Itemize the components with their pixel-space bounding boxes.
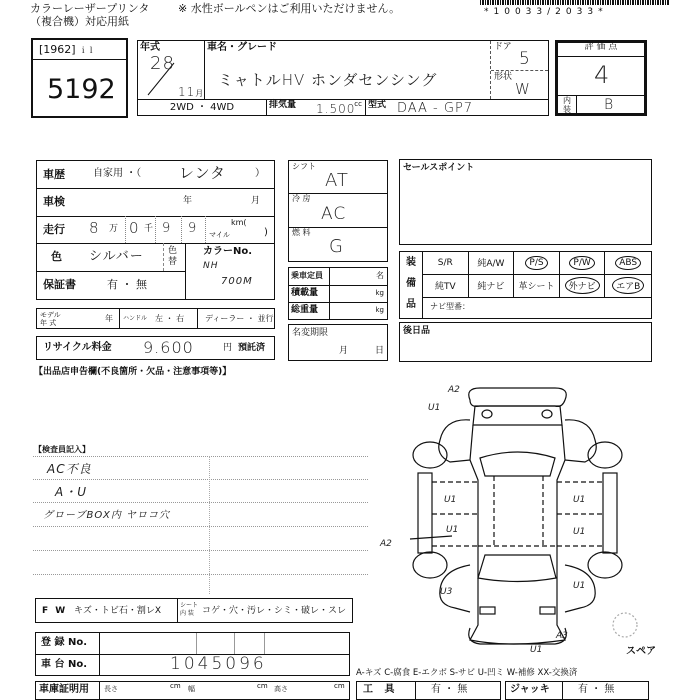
body-outline <box>470 425 565 644</box>
rear-window <box>480 452 555 476</box>
garage-sep <box>99 682 100 699</box>
jack-options[interactable]: 有 ・ 無 <box>578 684 615 695</box>
rear-light-left <box>482 410 492 418</box>
fw-options[interactable]: キズ・トビ石・割レX <box>74 606 161 616</box>
year-value: 28 <box>150 53 175 74</box>
equipment-item[interactable] <box>605 252 651 275</box>
seat-options[interactable]: コゲ・穴・汚レ・シミ・破レ・スレ <box>202 606 347 616</box>
name-change-day: 日 <box>374 346 384 356</box>
shift-ac-fuel-box <box>288 160 388 262</box>
mileage-unit-km: km( <box>231 218 247 227</box>
vehicle-box <box>137 40 549 116</box>
color-repaint <box>168 246 177 268</box>
mileage-sep-1 <box>125 216 126 243</box>
inspector-line-1 <box>33 456 368 457</box>
garage-label: 車庫証明用 <box>39 684 89 695</box>
color-code-cell <box>185 243 274 299</box>
passengers-row <box>289 268 387 286</box>
fw-seat-row <box>35 598 353 623</box>
registration-label: 登 録 No. <box>41 637 88 648</box>
inspection-year-unit: 年 <box>183 196 193 206</box>
load-row <box>289 285 387 303</box>
door-label: ドア <box>494 42 512 52</box>
door-shape-divider <box>491 70 548 71</box>
mileage-unit-mile: マイル <box>209 231 230 239</box>
warranty-label: 保証書 <box>43 278 76 291</box>
tire-front-right <box>588 552 622 578</box>
later-items-box <box>399 322 652 362</box>
equipment-item[interactable] <box>423 275 469 298</box>
mark-pointer-1 <box>410 536 452 539</box>
garage-height-label: 高さ <box>274 685 288 693</box>
printer-note-line2: （複合機）対応用紙 <box>30 15 129 28</box>
color-value: シルバー <box>89 249 144 264</box>
score-value: 4 <box>594 61 611 89</box>
handle-options[interactable]: 左 ・ 右 <box>155 314 185 323</box>
spare-tire <box>613 613 637 637</box>
history-value: レンタ <box>179 164 227 182</box>
seller-notes-label: 【出品店申告欄(不良箇所・欠品・注意事項等)】 <box>34 367 232 377</box>
model-year-label-2: 年 式 <box>40 319 57 327</box>
name-change-box <box>288 324 388 361</box>
rear-light-right <box>542 410 552 418</box>
handle-label: ハンドル <box>123 315 148 322</box>
equipment-label-3: 品 <box>406 299 416 310</box>
tire-rear-right <box>588 442 622 468</box>
lot-code-text: [1962] <box>39 43 76 56</box>
door-value: 5 <box>519 49 531 69</box>
lot-number: 5192 <box>47 74 116 105</box>
mark-front-left-fender: U3 <box>440 587 453 597</box>
printer-note <box>30 2 149 28</box>
interior-label-2: 装 <box>563 105 571 114</box>
inspector-note-3: グローブBOX内 ヤロコ穴 <box>43 510 170 521</box>
barcode <box>480 0 670 5</box>
equipment-item[interactable] <box>514 275 560 298</box>
equipment-item-label: 革シート <box>518 282 555 293</box>
model-year-sep-1 <box>119 309 120 328</box>
inspector-line-3 <box>33 502 368 503</box>
gross-label: 総重量 <box>291 305 319 315</box>
name-cell <box>204 41 490 99</box>
fw-sep <box>177 599 178 622</box>
equipment-item-label: ABS <box>615 256 641 270</box>
tools-options[interactable]: 有 ・ 無 <box>431 684 468 695</box>
equipment-item-label: 純A/W <box>477 259 505 270</box>
seat-label <box>180 602 198 618</box>
mark-right-rear-door: U1 <box>573 495 586 505</box>
recycle-value: 9.600 <box>143 338 194 357</box>
history-options: 自家用 ・（ <box>93 168 142 179</box>
equipment-item[interactable] <box>560 275 606 298</box>
equipment-item[interactable] <box>423 252 469 275</box>
shift-cell <box>289 161 387 194</box>
garage-width-label: 幅 <box>188 685 195 693</box>
seat-label-1: シート <box>180 602 199 609</box>
name-change-month: 月 <box>339 346 349 356</box>
shift-value: AT <box>325 170 349 191</box>
equipment-box <box>399 251 652 319</box>
color-repaint-1: 色 <box>168 246 178 256</box>
garage-height-unit: cm <box>334 682 345 690</box>
equipment-label-2: 備 <box>406 278 416 289</box>
jack-label: ジャッキ <box>510 684 550 695</box>
model-year-label <box>40 311 61 327</box>
color-repaint-2: 替 <box>168 257 178 267</box>
recycle-status: 預託済 <box>238 343 266 353</box>
passengers-label: 乗車定員 <box>291 271 323 280</box>
sales-point-label: セールスポイント <box>403 163 475 173</box>
inspector-divider <box>209 456 210 594</box>
chassis-label: 車 台 No. <box>41 659 88 670</box>
equipment-item-label: S/R <box>437 257 453 268</box>
registration-cell-3 <box>264 633 265 654</box>
drive-value: 2WD ・ 4WD <box>169 101 235 113</box>
load-unit: kg <box>375 289 384 297</box>
interior-label-1: 内 <box>563 96 571 105</box>
color-code-line1: NH <box>203 261 219 271</box>
door-shape-cell <box>490 41 548 99</box>
model-year-sep-2 <box>197 309 198 328</box>
inspector-line-5 <box>33 550 368 551</box>
garage-width-unit: cm <box>257 682 268 690</box>
pen-warning: ※ 水性ボールペンはご利用いただけません。 <box>178 2 401 15</box>
inspection-label: 車検 <box>43 195 65 208</box>
seat-label-2: 内 装 <box>180 610 194 617</box>
name-value: ミャトルHV ホンダセンシング <box>218 71 438 89</box>
step-right <box>603 473 617 553</box>
model-year-label-1: モデル <box>40 311 61 319</box>
recycle-label: リサイクル料金 <box>43 342 112 353</box>
chassis-value: 1045096 <box>170 654 267 674</box>
shift-label: シフト <box>292 162 316 171</box>
model-cell <box>365 99 548 115</box>
inspector-label: 【検査員記入】 <box>34 445 90 454</box>
lot-code <box>39 44 95 55</box>
navi-model-label: ナビ型番： <box>430 302 470 311</box>
equipment-item[interactable] <box>605 275 651 298</box>
sales-point-box <box>399 159 652 245</box>
equipment-grid <box>423 252 651 298</box>
model-value: DAA - GP7 <box>397 101 474 116</box>
garage-length-label: 長さ <box>104 685 118 693</box>
dealer-options[interactable]: ディーラー ・ 並行 <box>205 314 274 323</box>
equipment-item-label: 外ナビ <box>565 277 600 294</box>
rear-bumper <box>469 388 567 406</box>
inspection-row <box>37 188 274 217</box>
headlight-left <box>480 607 495 614</box>
name-change-label: 名変期限 <box>292 328 329 338</box>
inspector-area <box>33 456 368 594</box>
inspector-note-2: A・U <box>55 485 87 499</box>
mark-front-bumper: A3 <box>556 631 568 641</box>
ac-label: 冷 房 <box>292 194 311 203</box>
spare-label: スペア <box>626 646 656 657</box>
color-sep <box>163 243 164 271</box>
tools-sep <box>415 682 416 699</box>
headlight-right <box>540 607 555 614</box>
equipment-item[interactable] <box>469 252 515 275</box>
mark-rear-bumper: A2 <box>448 385 460 395</box>
mileage-sep-4 <box>205 216 206 243</box>
mark-left-sill: A2 <box>380 539 392 549</box>
interior-value: B <box>604 97 615 113</box>
mileage-hundreds: 9 <box>162 221 172 236</box>
fuel-cell <box>289 227 387 261</box>
mileage-row <box>37 216 274 244</box>
garage-length-unit: cm <box>170 682 181 690</box>
score-label: 評 価 点 <box>558 43 644 57</box>
tire-rear-left <box>413 442 447 468</box>
trunk <box>473 406 562 425</box>
mileage-tens: 9 <box>188 221 198 236</box>
equipment-item-label: 純TV <box>434 282 456 293</box>
color-code-line2: 700M <box>221 276 253 287</box>
color-label: 色 <box>51 250 62 263</box>
recycle-row <box>36 336 275 360</box>
fuel-label: 燃 料 <box>292 228 311 237</box>
tools-box <box>356 681 501 700</box>
garage-row <box>35 681 350 700</box>
mileage-close: ) <box>264 227 268 238</box>
jack-box <box>505 681 649 700</box>
month-value: 11 <box>178 85 196 99</box>
passengers-unit: 名 <box>376 271 384 280</box>
mileage-sen-unit: 千 <box>144 224 154 234</box>
displacement-cell <box>266 99 366 115</box>
history-row <box>37 161 274 189</box>
step-left <box>418 473 432 553</box>
gross-row <box>289 302 387 319</box>
history-label: 車歴 <box>43 168 65 181</box>
year-label: 年式 <box>140 42 160 53</box>
mileage-man-unit: 万 <box>109 224 119 234</box>
barcode-text: *10033/2033* <box>484 7 608 17</box>
lot-mark: ｉｌ <box>79 46 96 55</box>
mark-right-front-door: U1 <box>573 527 586 537</box>
model-year-unit: 年 <box>105 314 113 323</box>
mileage-man: 8 <box>89 219 100 237</box>
tire-front-left <box>413 552 447 578</box>
load-label: 積載量 <box>291 288 319 298</box>
equipment-item-label: 純ナビ <box>477 282 505 293</box>
mark-rear-bumper-u: U1 <box>428 403 441 413</box>
equipment-item[interactable] <box>469 275 515 298</box>
shape-value: W <box>515 80 531 98</box>
mark-front-right-fender: U1 <box>573 581 586 591</box>
car-damage-diagram <box>370 380 660 655</box>
registration-cell-1 <box>196 633 197 654</box>
gross-unit: kg <box>375 306 384 314</box>
equipment-item[interactable] <box>560 252 606 275</box>
model-label: 型式 <box>368 100 387 110</box>
mark-front-bumper-u: U1 <box>530 645 543 655</box>
model-year-row <box>36 308 275 329</box>
later-items-label: 後日品 <box>403 326 431 336</box>
registration-box <box>35 632 350 676</box>
year-cell <box>138 41 205 99</box>
displacement-label: 排気量 <box>269 100 297 110</box>
recycle-unit: 円 <box>223 343 233 353</box>
inspection-month-unit: 月 <box>251 196 261 206</box>
fender-rear-right <box>565 420 596 462</box>
interior-label <box>558 95 577 113</box>
lot-divider <box>33 59 126 60</box>
mileage-sep-2 <box>155 216 156 243</box>
history-close: ） <box>255 168 265 179</box>
mileage-label: 走行 <box>43 223 65 236</box>
month-unit: 月 <box>195 89 204 98</box>
registration-cell-2 <box>234 633 235 654</box>
shape-label: 形状 <box>494 72 513 82</box>
inspector-line-2 <box>33 479 368 480</box>
front-window <box>478 555 556 582</box>
color-code-label: カラーNo. <box>203 246 253 257</box>
warranty-row <box>37 271 186 299</box>
ac-value: AC <box>321 204 347 224</box>
jack-sep <box>562 682 563 699</box>
displacement-unit: cc <box>354 100 362 108</box>
equipment-label <box>400 252 423 318</box>
mileage-sep-3 <box>181 216 182 243</box>
tools-label: 工 具 <box>363 684 399 695</box>
mark-left-front-door: U1 <box>446 525 459 535</box>
equipment-label-1: 装 <box>406 257 416 268</box>
inspector-line-4 <box>33 526 368 527</box>
equipment-item-label: P/S <box>525 256 547 270</box>
fender-rear-left <box>439 420 470 462</box>
fuel-value: G <box>329 236 344 257</box>
lot-box <box>31 38 128 118</box>
fw-label: F W <box>42 606 68 616</box>
printer-note-line1: カラーレーザープリンタ <box>30 2 150 15</box>
equipment-item-label: P/W <box>569 256 594 270</box>
drive-cell <box>138 99 267 115</box>
year-month <box>178 83 203 99</box>
score-box <box>555 40 647 116</box>
ac-cell <box>289 193 387 228</box>
damage-legend: A-キズ C-腐食 E-エクボ S-サビ U-凹ミ W-補修 XX-交換済 <box>356 668 578 678</box>
warranty-options[interactable]: 有 ・ 無 <box>107 278 147 291</box>
equipment-item-label: エアB <box>612 277 644 294</box>
mileage-sen: 0 <box>129 219 140 237</box>
color-row <box>37 243 186 272</box>
name-label: 車名・グレード <box>207 42 277 53</box>
mark-left-rear-door: U1 <box>444 495 457 505</box>
details-table <box>36 160 275 300</box>
displacement-value: 1.500 <box>316 102 356 116</box>
capacity-box <box>288 267 388 320</box>
equipment-item[interactable] <box>514 252 560 275</box>
inspector-note-1: AC不良 <box>47 462 92 476</box>
inspector-line-6 <box>33 574 368 575</box>
